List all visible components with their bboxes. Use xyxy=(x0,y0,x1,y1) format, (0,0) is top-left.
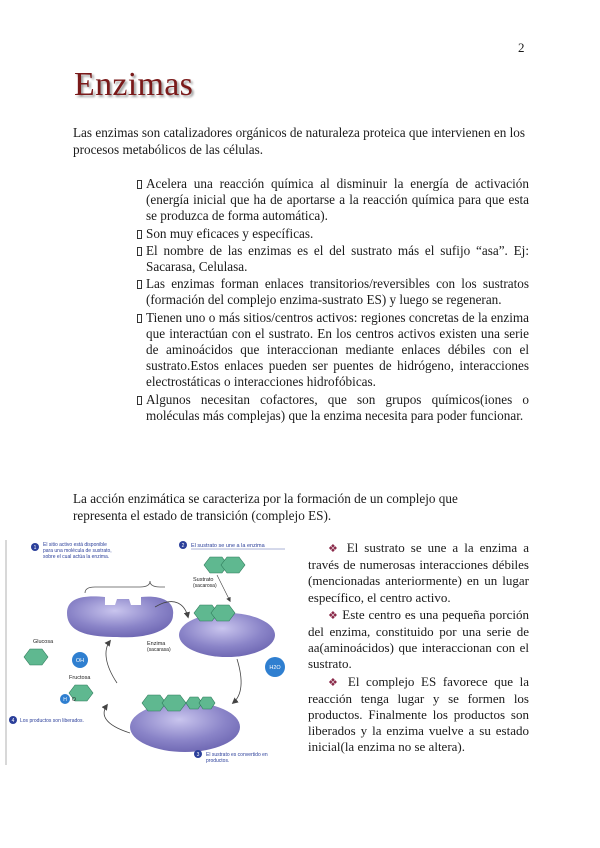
step-2-caption: El sustrato se une a la enzima xyxy=(191,543,265,549)
h-label: H xyxy=(63,697,67,703)
cycle-arrow-2 xyxy=(233,659,241,703)
glucose-hexagon xyxy=(24,649,48,665)
bullet-box-icon xyxy=(137,280,142,289)
fructose-label: Fructosa xyxy=(69,675,91,681)
enzyme-3-shape xyxy=(130,702,240,752)
bullet-box-icon xyxy=(137,314,142,323)
right-paragraph-2: ❖ Este centro es una pequeña porción del enzima, constituido por una serie de aa(aminoácidos) que interaccionan con el sustrato. xyxy=(308,606,529,672)
list-item: Tienen uno o más sitios/centros activos: regiones concretas de la enzima que interactúan con el sustrato. En los centros activos existen una serie de aminoácidos que interaccionan mediante enlaces débiles con el sustrato.Estos enlaces pueden ser puentes de hidrógeno, interacciones electrostáticas o interacciones hidrofóbicas. xyxy=(137,310,529,391)
enzyme-sub-label: (sacarasa) xyxy=(147,647,171,653)
substrate-label: Sustrato xyxy=(193,577,214,583)
list-item: Acelera una reacción química al disminuir la energía de activación (energía inicial que ha de aportarse a la reacción química para que esta se produzca de forma automática). xyxy=(137,176,529,225)
bullet-box-icon xyxy=(137,230,142,239)
active-site-bracket xyxy=(85,581,165,593)
list-item: Son muy eficaces y específicas. xyxy=(137,226,529,242)
substrate-arrow xyxy=(217,575,230,601)
bullet-list xyxy=(137,176,529,425)
diamond-bullet-icon: ❖ xyxy=(328,676,342,689)
cycle-arrow-4 xyxy=(106,641,117,683)
oh-label: OH xyxy=(75,658,85,664)
step-3-caption-a: El sustrato es convertido en xyxy=(206,752,268,758)
substrate-sub-label: (sacarosa) xyxy=(193,583,217,589)
list-item: Algunos necesitan cofactores, que son grupos químicos(iones o moléculas más complejas) que la enzima necesita para poder funcionar. xyxy=(137,392,529,424)
cycle-arrow-3 xyxy=(104,705,130,733)
step-1-caption-b: para una molécula de sustrato, xyxy=(43,548,112,554)
step-4-caption: Los productos son liberados. xyxy=(20,718,84,724)
enzyme-label: Enzima xyxy=(147,641,166,647)
enzyme-1-shape xyxy=(67,596,173,637)
glucose-label: Glucosa xyxy=(33,639,54,645)
step-marker-3-label: 3 xyxy=(196,752,200,758)
diamond-bullet-icon: ❖ xyxy=(328,543,341,555)
enzyme-cycle-diagram xyxy=(5,535,295,770)
complex-paragraph: La acción enzimática se caracteriza por la formación de un complejo que representa el estado de transición (complejo ES). xyxy=(73,491,458,523)
bullet-box-icon xyxy=(137,180,142,189)
enzyme-cycle-figure xyxy=(5,535,295,770)
bullet-box-icon xyxy=(137,396,142,405)
step-1-caption-a: El sitio activo está disponible xyxy=(43,542,107,548)
diamond-bullet-icon: ❖ xyxy=(328,609,339,622)
water-label: H2O xyxy=(269,665,281,671)
substrate-hexagon-b xyxy=(221,557,245,573)
intro-paragraph: Las enzimas son catalizadores orgánicos de naturaleza proteica que intervienen en los procesos metabólicos de las células. xyxy=(73,125,525,157)
step-3-caption-b: productos. xyxy=(206,758,230,764)
list-item: Las enzimas forman enlaces transitorios/reversibles con los sustratos (formación del complejo enzima-sustrato ES) y luego se regeneran. xyxy=(137,276,529,308)
list-item: El nombre de las enzimas es el del sustrato más el sufijo “asa”. Ej: Sacarasa, Celulasa. xyxy=(137,243,529,275)
bullet-box-icon xyxy=(137,247,142,256)
step-marker-2-label: 2 xyxy=(181,543,185,549)
right-paragraph-1: ❖ El sustrato se une a la enzima a través de numerosas interacciones débiles (mencionadas anteriormente) en un lugar específico, el centro activo. xyxy=(308,540,529,605)
right-column-text xyxy=(308,540,529,757)
step-marker-1-label: 1 xyxy=(33,545,37,551)
right-paragraph-3: ❖ El complejo ES favorece que la reacción tenga lugar y se formen los productos. Finalmente los productos son liberados y la enzima vuelve a su estado inicial(la enzima no se altera). xyxy=(308,673,529,755)
step-marker-4-label: 4 xyxy=(11,718,15,724)
page-title: Enzimas xyxy=(74,66,194,103)
page-number: 2 xyxy=(518,40,525,55)
o-label: O xyxy=(72,697,76,703)
step-1-caption-c: sobre el cual actúa la enzima. xyxy=(43,554,110,560)
